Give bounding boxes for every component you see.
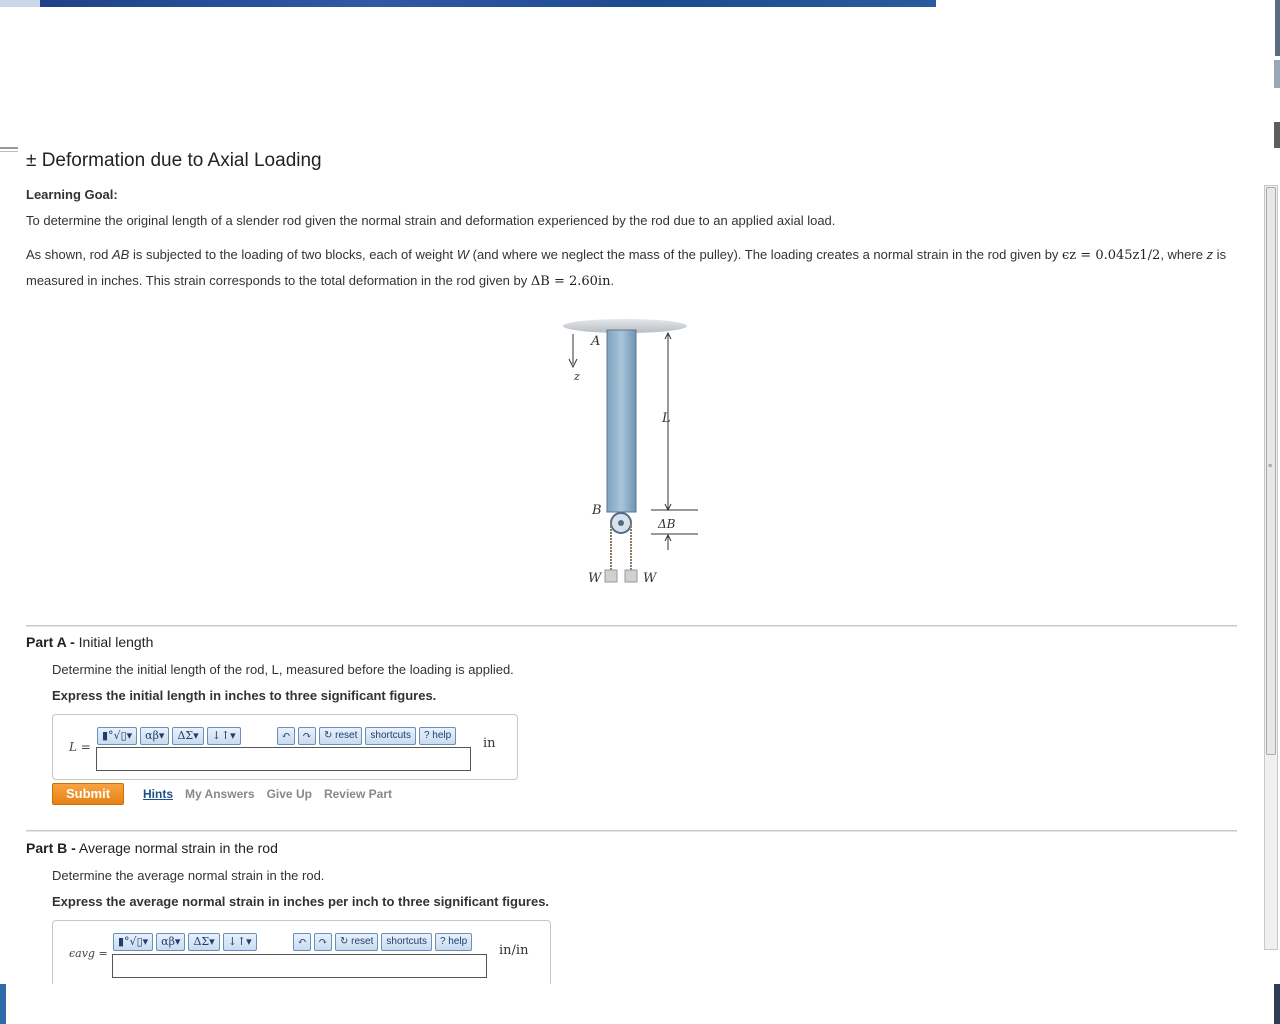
- part-b-unit: in/in: [499, 943, 529, 958]
- give-up-link[interactable]: Give Up: [266, 787, 312, 801]
- arrows-button[interactable]: ↓↑▾: [207, 727, 241, 745]
- desc-part-6: .: [610, 273, 615, 288]
- part-b-answer-input[interactable]: [112, 954, 487, 978]
- redo-icon-b[interactable]: ↷: [314, 933, 332, 951]
- submit-button[interactable]: Submit: [52, 783, 124, 805]
- strain-formula: ϵz = 0.045z1/2: [1062, 248, 1161, 263]
- label-w-right: W: [643, 571, 657, 586]
- undo-icon[interactable]: ↶: [277, 727, 295, 745]
- label-a: A: [591, 334, 601, 349]
- label-z: z: [574, 370, 580, 383]
- desc-part-1: As shown, rod: [26, 247, 112, 262]
- part-a-question: Determine the initial length of the rod, L, measured before the loading is applied.: [52, 662, 514, 677]
- part-b-edit-toolbar: [293, 933, 472, 951]
- part-b-answer-label: ϵavg =: [69, 947, 108, 960]
- part-b-answer-box: [52, 920, 551, 984]
- part-a-instruction: Express the initial length in inches to three significant figures.: [52, 688, 437, 703]
- scrollbar-edge-segment-a: [1275, 0, 1280, 56]
- block-right: [625, 570, 637, 582]
- symbols-button[interactable]: ΔΣ▾: [172, 727, 203, 745]
- part-b-instruction: Express the average normal strain in inches per inch to three significant figures.: [52, 894, 550, 909]
- label-w-left: W: [588, 571, 602, 586]
- part-a-label: Part A -: [26, 634, 75, 650]
- learning-goal-label: Learning Goal:: [26, 187, 118, 202]
- desc-part-4: , where: [1160, 247, 1207, 262]
- scrollbar-edge-segment-c: [1274, 122, 1280, 148]
- part-b-header[interactable]: [26, 840, 278, 856]
- part-a-actions: [143, 787, 392, 801]
- bottom-right-edge: [1274, 984, 1280, 1024]
- part-a-answer-label: L =: [69, 740, 91, 754]
- part-a-edit-toolbar: [277, 727, 456, 745]
- scrollbar-edge-segment-b: [1274, 60, 1280, 88]
- undo-icon-b[interactable]: ↶: [293, 933, 311, 951]
- problem-description: [26, 242, 1231, 294]
- greek-letters-button-b[interactable]: αβ▾: [156, 933, 185, 951]
- shortcuts-button-b[interactable]: shortcuts: [381, 933, 432, 951]
- part-a-title: Initial length: [74, 634, 154, 650]
- symbols-button-b[interactable]: ΔΣ▾: [188, 933, 219, 951]
- bottom-left-edge: [0, 984, 6, 1024]
- templates-button-b[interactable]: ▮°√▯▾: [113, 933, 153, 951]
- my-answers-link[interactable]: My Answers: [185, 787, 255, 801]
- rod-pulley-figure: [555, 312, 705, 592]
- block-left: [605, 570, 617, 582]
- part-a-unit: in: [483, 736, 496, 751]
- shortcuts-button[interactable]: shortcuts: [365, 727, 416, 745]
- window-top-bar-highlight: [0, 0, 40, 7]
- label-b: B: [592, 503, 602, 518]
- part-b-title: Average normal strain in the rod: [75, 840, 278, 856]
- reset-button-b[interactable]: ↻ reset: [335, 933, 378, 951]
- part-b-math-toolbar: [113, 933, 257, 951]
- templates-button[interactable]: ▮°√▯▾: [97, 727, 137, 745]
- rod-ab: [607, 330, 636, 512]
- part-a-math-toolbar: [97, 727, 241, 745]
- label-l: L: [662, 411, 671, 426]
- problem-title: ± Deformation due to Axial Loading: [26, 150, 322, 171]
- scrollbar-grip-icon: ≡: [1268, 463, 1273, 470]
- part-b-divider: [26, 830, 1237, 832]
- arrows-button-b[interactable]: ↓↑▾: [223, 933, 257, 951]
- part-a-answer-input[interactable]: [96, 747, 471, 771]
- window-top-bar: [0, 0, 936, 7]
- desc-rod-name: AB: [112, 247, 130, 262]
- deformation-formula: ΔB = 2.60in: [530, 274, 611, 289]
- desc-z-var: z: [1206, 247, 1214, 262]
- desc-part-3: (and where we neglect the mass of the pulley). The loading creates a normal strain in the rod given by: [469, 247, 1063, 262]
- desc-part-2: is subjected to the loading of two blocks, each of weight: [129, 247, 457, 262]
- part-a-header[interactable]: [26, 634, 153, 650]
- redo-icon[interactable]: ↷: [298, 727, 316, 745]
- left-edge-rule-2: [0, 151, 18, 152]
- learning-goal-text: To determine the original length of a slender rod given the normal strain and deformation experienced by the rod due to an applied axial load.: [26, 213, 836, 228]
- part-b-question: Determine the average normal strain in the rod.: [52, 868, 325, 883]
- reset-button[interactable]: ↻ reset: [319, 727, 362, 745]
- label-delta-b: ΔB: [658, 517, 676, 531]
- review-part-link[interactable]: Review Part: [323, 787, 392, 801]
- desc-weight-var: W: [456, 247, 469, 262]
- part-a-answer-box: [52, 714, 518, 780]
- hints-link[interactable]: Hints: [143, 787, 173, 801]
- desc-part-5: is measured in inches. This strain corresponds to the total deformation in the rod given by: [26, 247, 1227, 288]
- part-a-divider: [26, 625, 1237, 627]
- part-b-label: Part B -: [26, 840, 76, 856]
- pulley-hub: [618, 520, 624, 526]
- left-edge-rule: [0, 147, 18, 149]
- help-button-b[interactable]: ? help: [435, 933, 472, 951]
- help-button[interactable]: ? help: [419, 727, 456, 745]
- greek-letters-button[interactable]: αβ▾: [140, 727, 169, 745]
